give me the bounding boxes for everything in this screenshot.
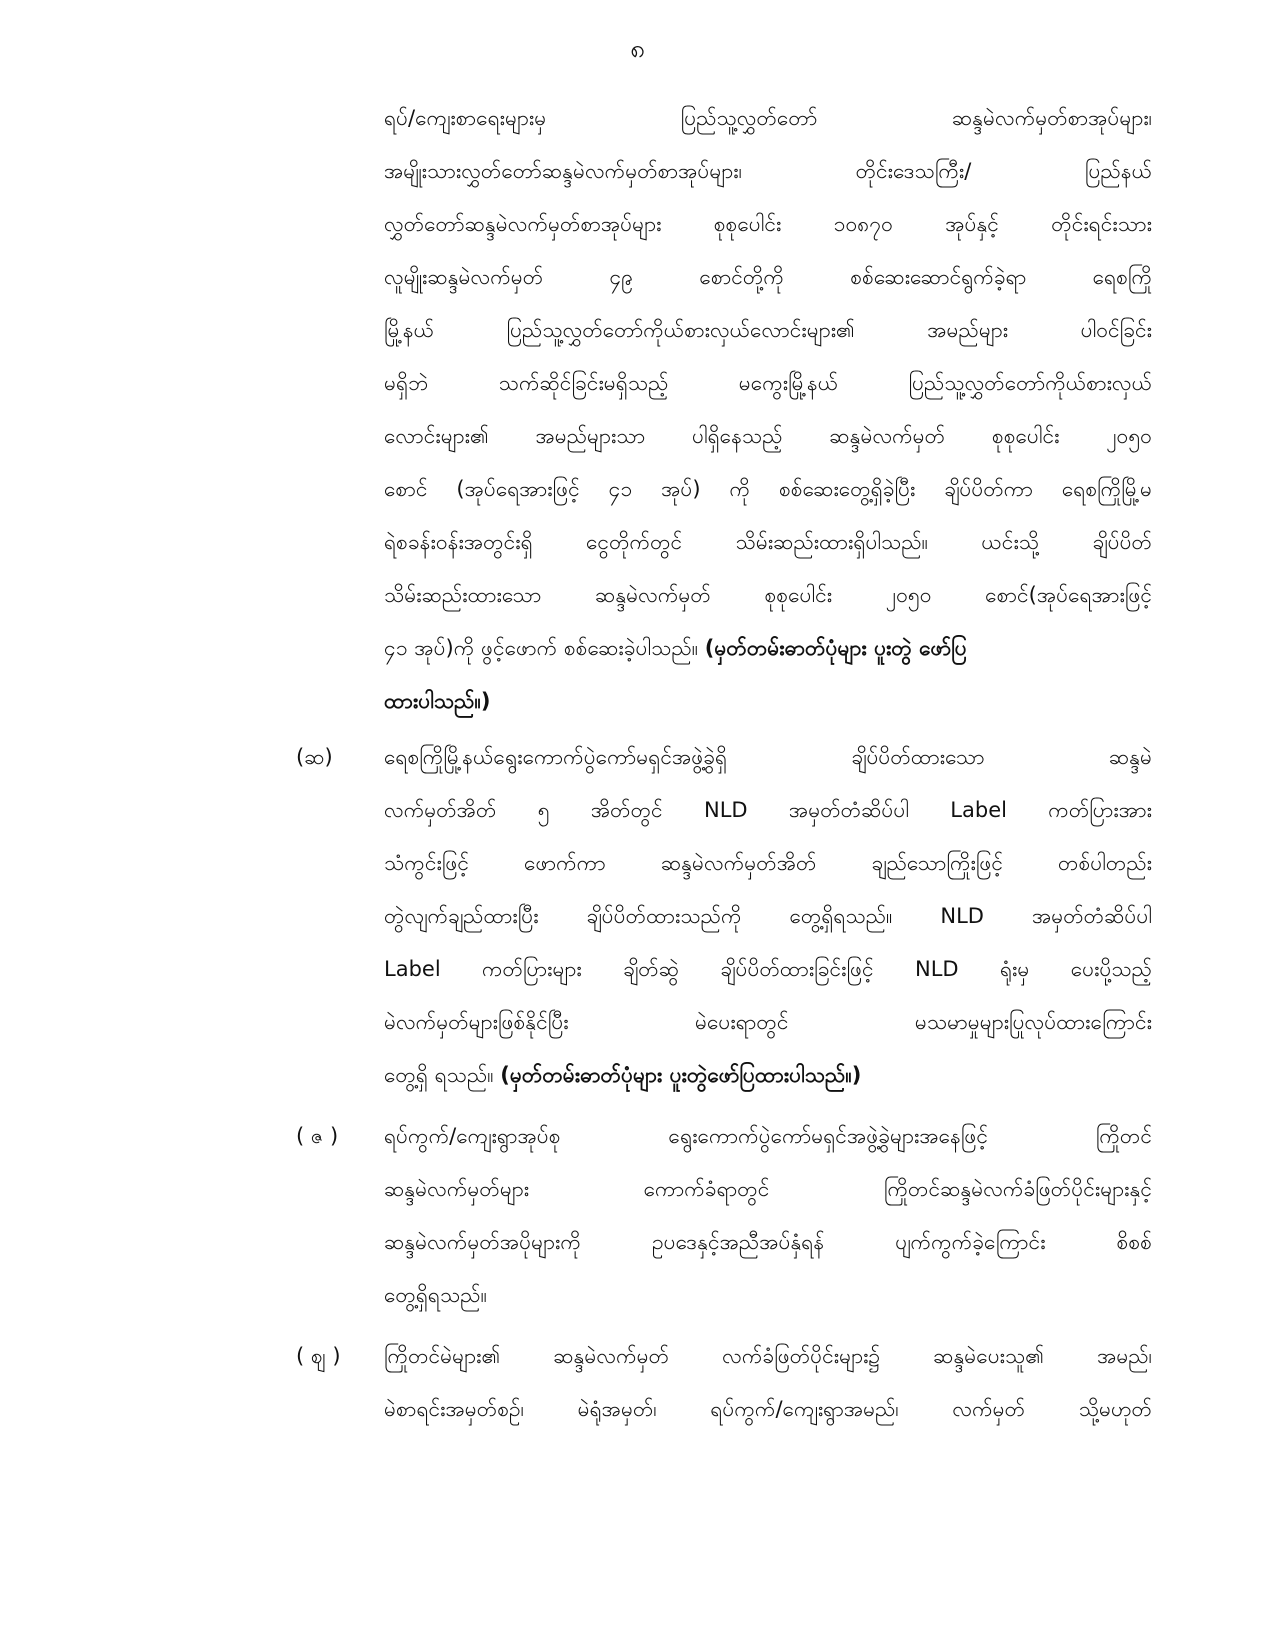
paragraph-line: တွေ့ရှိရသည်။ bbox=[384, 1283, 487, 1307]
paragraph-line: ဆန္ဒမဲလက်မှတ်အပိုများကို ဥပဒေနှင့်အညီအပ်နှံရန် ပျက်ကွက်ခဲ့ကြောင်း စိစစ် bbox=[384, 1230, 1152, 1254]
paragraph-line: ဆန္ဒမဲလက်မှတ်များ ကောက်ခံရာတွင် ကြိုတင်ဆန္ဒမဲလက်ခံဖြတ်ပိုင်းများနှင့် bbox=[384, 1177, 1152, 1201]
paragraph-line: သိမ်းဆည်းထားသော ဆန္ဒမဲလက်မှတ် စုစုပေါင်း ၂၀၅၀ စောင်(အုပ်ရေအားဖြင့် bbox=[384, 583, 1152, 607]
item-marker-za: ( ဇ ) bbox=[296, 1124, 339, 1148]
paragraph-line: ရဲစခန်းဝန်းအတွင်းရှိ ငွေတိုက်တွင် သိမ်းဆည်းထားရှိပါသည်။ ယင်းသို့ ချိပ်ပိတ် bbox=[384, 530, 1152, 554]
photo-note: (မှတ်တမ်းဓာတ်ပုံများ ပူးတွဲဖော်ပြထားပါသည်။) bbox=[500, 1063, 862, 1087]
page-number: ၈ bbox=[630, 34, 645, 64]
paragraph-line: ရပ်/ကျေးစာရေးများမှ ပြည်သူ့လွှတ်တော် ဆန္ဒမဲလက်မှတ်စာအုပ်များ၊ bbox=[384, 106, 1152, 130]
photo-note: (မှတ်တမ်းဓာတ်ပုံများ ပူးတွဲ ဖော်ပြ bbox=[704, 636, 967, 660]
paragraph-line bbox=[384, 622, 1152, 675]
paragraph-line: လွှတ်တော်ဆန္ဒမဲလက်မှတ်စာအုပ်များ စုစုပေါင်း ၁၀၈၇၀ အုပ်နှင့် တိုင်းရင်းသား bbox=[384, 212, 1152, 236]
paragraph-line: အမျိုးသားလွှတ်တော်ဆန္ဒမဲလက်မှတ်စာအုပ်များ၊ တိုင်းဒေသကြီး/ ပြည်နယ် bbox=[384, 159, 1152, 183]
paragraph-line: လက်မှတ်အိတ် ၅ အိတ်တွင် NLD အမှတ်တံဆိပ်ပါ Label ကတ်ပြားအား bbox=[384, 798, 1152, 822]
item-marker-zya: ( ဈ ) bbox=[296, 1344, 341, 1368]
paragraph-line: စောင် (အုပ်ရေအားဖြင့် ၄၁ အုပ်) ကို စစ်ဆေးတွေ့ရှိခဲ့ပြီး ချိပ်ပိတ်ကာ ရေစကြိုမြို့မ bbox=[384, 477, 1152, 501]
paragraph-line: ရေစကြိုမြို့နယ်ရွေးကောက်ပွဲကော်မရှင်အဖွဲ့ခွဲရှိ ချိပ်ပိတ်ထားသော ဆန္ဒမဲ bbox=[384, 745, 1152, 769]
paragraph-line: ကြိုတင်မဲများ၏ ဆန္ဒမဲလက်မှတ် လက်ခံဖြတ်ပိုင်းများ၌ ဆန္ဒမဲပေးသူ၏ အမည်၊ bbox=[384, 1344, 1152, 1368]
intro-paragraph bbox=[384, 92, 1152, 728]
paragraph-line bbox=[384, 1049, 1152, 1102]
paragraph-line: မဲစာရင်းအမှတ်စဉ်၊ မဲရုံအမှတ်၊ ရပ်ကွက်/ကျေးရွာအမည်၊ လက်မှတ် သို့မဟုတ် bbox=[384, 1397, 1152, 1421]
paragraph-line: တွဲလျက်ချည်ထားပြီး ချိပ်ပိတ်ထားသည်ကို တွေ့ရှိရသည်။ NLD အမှတ်တံဆိပ်ပါ bbox=[384, 904, 1152, 928]
paragraph-line: Label ကတ်ပြားများ ချိတ်ဆွဲ ချိပ်ပိတ်ထားခြင်းဖြင့် NLD ရုံးမှ ပေးပို့သည့် bbox=[384, 957, 1152, 981]
item-marker-sa: (ဆ) bbox=[296, 745, 333, 769]
item-sa-paragraph bbox=[384, 731, 1152, 1102]
photo-note-tail: ထားပါသည်။) bbox=[384, 689, 491, 713]
paragraph-line: လူမျိုးဆန္ဒမဲလက်မှတ် ၄၉ စောင်တို့ကို စစ်ဆေးဆောင်ရွက်ခဲ့ရာ ရေစကြို bbox=[384, 265, 1152, 289]
paragraph-line: မဲလက်မှတ်များဖြစ်နိုင်ပြီး မဲပေးရာတွင် မသမာမှုများပြုလုပ်ထားကြောင်း bbox=[384, 1010, 1152, 1034]
paragraph-line: မြို့နယ် ပြည်သူ့လွှတ်တော်ကိုယ်စားလှယ်လောင်းများ၏ အမည်များ ပါဝင်ခြင်း bbox=[384, 318, 1152, 342]
item-zya-paragraph bbox=[384, 1330, 1152, 1436]
paragraph-line: လောင်းများ၏ အမည်များသာ ပါရှိနေသည့် ဆန္ဒမဲလက်မှတ် စုစုပေါင်း ၂၀၅၀ bbox=[384, 424, 1152, 448]
paragraph-line: ရပ်ကွက်/ကျေးရွာအုပ်စု ရွေးကောက်ပွဲကော်မရှင်အဖွဲ့ခွဲများအနေဖြင့် ကြိုတင် bbox=[384, 1124, 1152, 1148]
paragraph-line: မရှိဘဲ သက်ဆိုင်ခြင်းမရှိသည့် မကွေးမြို့နယ် ပြည်သူ့လွှတ်တော်ကိုယ်စားလှယ် bbox=[384, 371, 1152, 395]
line-text: ၄၁ အုပ်)ကို ဖွင့်ဖောက် စစ်ဆေးခဲ့ပါသည်။ bbox=[384, 636, 705, 660]
line-text: တွေ့ရှိ ရသည်။ bbox=[384, 1063, 501, 1087]
item-za-paragraph bbox=[384, 1110, 1152, 1322]
paragraph-line: သံကွင်းဖြင့် ဖောက်ကာ ဆန္ဒမဲလက်မှတ်အိတ် ချည်သောကြိုးဖြင့် တစ်ပါတည်း bbox=[384, 851, 1152, 875]
